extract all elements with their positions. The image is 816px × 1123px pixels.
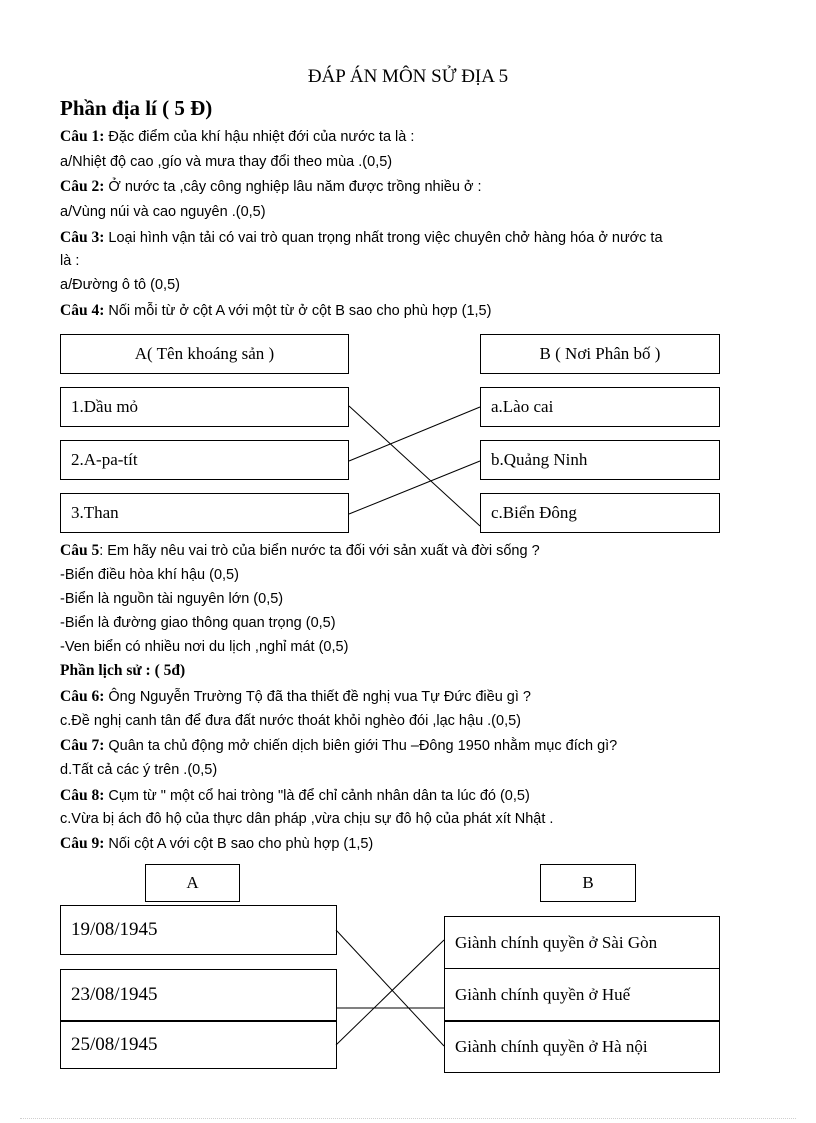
question-label: Câu 4:: [60, 302, 105, 319]
column-a-header: A: [145, 864, 240, 902]
mineral-item: 3.Than: [60, 493, 349, 533]
question-label: Câu 6:: [60, 688, 105, 705]
event-item: Giành chính quyền ở Huế: [444, 968, 720, 1021]
question-text: Loại hình vận tải có vai trò quan trọng nhất trong việc chuyên chở hàng hóa ở nước ta: [104, 230, 663, 246]
match-line: [349, 407, 480, 461]
answer-5-item: -Biển là đường giao thông quan trọng (0,5): [60, 615, 336, 631]
answer-5-item: -Biển điều hòa khí hậu (0,5): [60, 567, 239, 583]
date-item: 25/08/1945: [60, 1021, 337, 1069]
question-label: Câu 9:: [60, 835, 105, 852]
answer-2: a/Vùng núi và cao nguyên .(0,5): [60, 204, 266, 220]
date-item: 19/08/1945: [60, 905, 337, 955]
question-9: [60, 835, 373, 853]
question-text: Đặc điểm của khí hậu nhiệt đới của nước ta là :: [104, 129, 415, 145]
question-label: Câu 5: [60, 542, 100, 559]
match-line: [349, 461, 480, 514]
answer-5-item: -Ven biển có nhiều nơi du lịch ,nghỉ mát (0,5): [60, 639, 349, 655]
column-b-header: B: [540, 864, 636, 902]
question-6: [60, 688, 531, 706]
location-item: a.Lào cai: [480, 387, 720, 427]
location-item: c.Biển Đông: [480, 493, 720, 533]
mineral-item: 1.Dầu mỏ: [60, 387, 349, 427]
question-text: Quân ta chủ động mở chiến dịch biên giới Thu –Đông 1950 nhằm mục đích gì?: [104, 738, 618, 754]
question-text: Ở nước ta ,cây công nghiệp lâu năm được trồng nhiều ở :: [104, 179, 482, 195]
question-text: Nối mỗi từ ở cột A với một từ ở cột B sao cho phù hợp (1,5): [104, 303, 492, 319]
geography-heading: Phần địa lí ( 5 Đ): [60, 96, 213, 120]
answer-7: d.Tất cả các ý trên .(0,5): [60, 762, 218, 778]
question-3-continued: là :: [60, 253, 80, 269]
page-title: ĐÁP ÁN MÔN SỬ ĐỊA 5: [307, 66, 509, 87]
answer-5-item: -Biển là nguồn tài nguyên lớn (0,5): [60, 591, 284, 607]
question-label: Câu 8:: [60, 787, 105, 804]
page-footer-divider: [20, 1118, 796, 1119]
column-b-header: B ( Nơi Phân bố ): [480, 334, 720, 374]
question-5: [60, 542, 540, 560]
event-item: Giành chính quyền ở Sài Gòn: [444, 916, 720, 969]
question-text: Ông Nguyễn Trường Tộ đã tha thiết đề nghị vua Tự Đức điều gì ?: [104, 689, 531, 705]
answer-1: a/Nhiệt độ cao ,gío và mưa thay đổi theo mùa .(0,5): [60, 154, 393, 170]
match-line: [349, 406, 480, 526]
answer-3: a/Đường ô tô (0,5): [60, 277, 180, 293]
date-item: 23/08/1945: [60, 969, 337, 1021]
question-label: Câu 1:: [60, 128, 105, 145]
history-heading: Phần lịch sử : ( 5đ): [60, 662, 186, 679]
question-text: : Em hãy nêu vai trò của biển nước ta đối với sản xuất và đời sống ?: [99, 543, 540, 559]
mineral-item: 2.A-pa-tít: [60, 440, 349, 480]
question-label: Câu 7:: [60, 737, 105, 754]
question-text: Nối cột A với cột B sao cho phù hợp (1,5): [104, 836, 374, 852]
event-item: Giành chính quyền ở Hà nội: [444, 1021, 720, 1073]
answer-6: c.Đề nghị canh tân để đưa đất nước thoát khỏi nghèo đói ,lạc hậu .(0,5): [60, 713, 521, 729]
answer-8: c.Vừa bị ách đô hộ của thực dân pháp ,vừa chịu sự đô hộ của phát xít Nhật .: [60, 811, 554, 827]
question-8: [60, 787, 530, 805]
column-a-header: A( Tên khoáng sản ): [60, 334, 349, 374]
question-label: Câu 2:: [60, 178, 105, 195]
location-item: b.Quảng Ninh: [480, 440, 720, 480]
question-text: Cụm từ " một cổ hai tròng "là để chỉ cảnh nhân dân ta lúc đó (0,5): [104, 788, 530, 804]
question-7: [60, 737, 617, 755]
question-label: Câu 3:: [60, 229, 105, 246]
